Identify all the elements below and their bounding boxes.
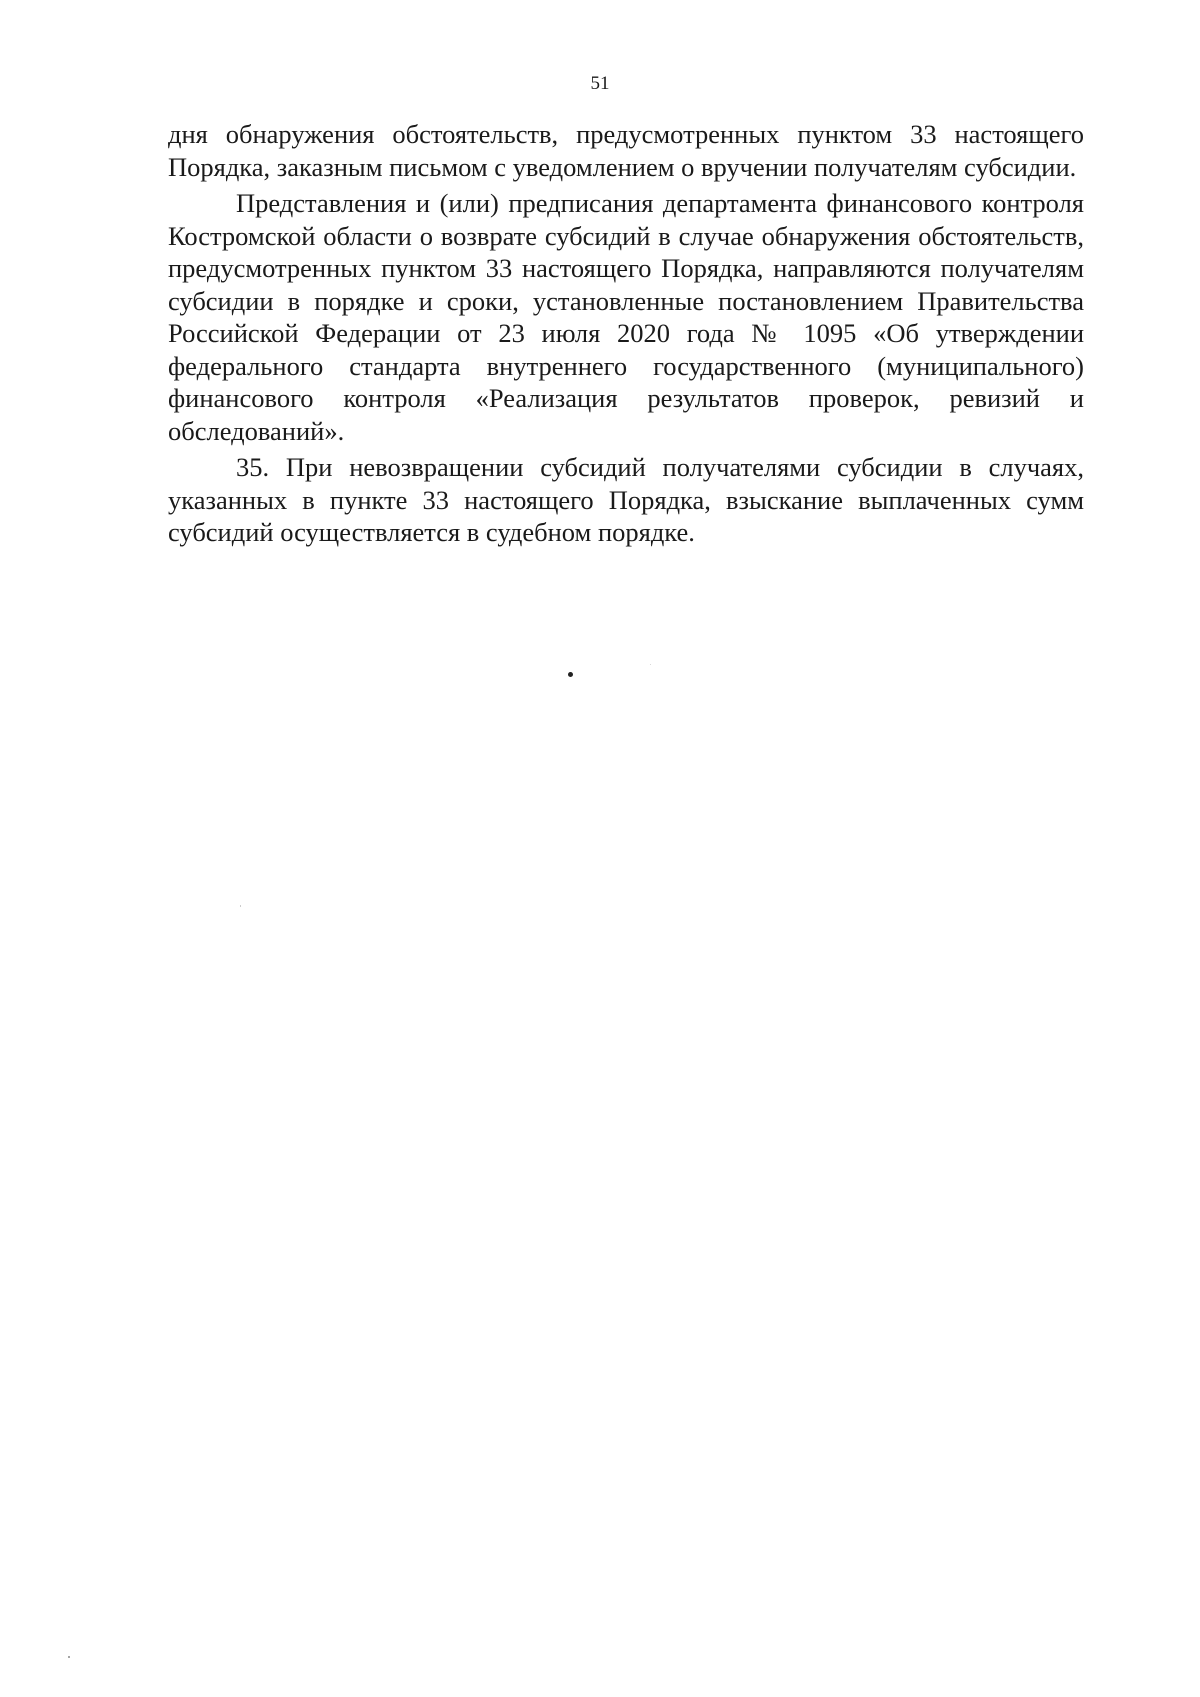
scan-dot (240, 905, 241, 907)
paragraph-representations: Представления и (или) предписания департамента финансового контроля Костромской области о возврате субсидий в случае обнаружения обстоятельств, предусмотренных пунктом 33 настоящего Порядка, направляются получателям субсидии в порядке и сроки, установленные постановлением Правительства Российской Федерации от 23 июля 2020 года № 1095 «Об утверждении федерального стандарта внутреннего государственного (муниципального) финансового контроля «Реализация результатов проверок, ревизий и обследований». (168, 188, 1084, 446)
paragraph-item-35: 35. При невозвращении субсидий получателями субсидии в случаях, указанных в пункте 33 настоящего Порядка, взыскание выплаченных сумм субсидий осуществляется в судебном порядке. (168, 452, 1084, 547)
paragraph-continuation: дня обнаружения обстоятельств, предусмотренных пунктом 33 настоящего Порядка, заказным письмом с уведомлением о вручении получателям субсидии. (168, 119, 1084, 182)
scan-dot (568, 672, 573, 677)
scan-dot (650, 664, 651, 665)
scan-dot (68, 1656, 70, 1658)
page-number: 51 (590, 73, 610, 94)
document-body (168, 118, 1084, 549)
